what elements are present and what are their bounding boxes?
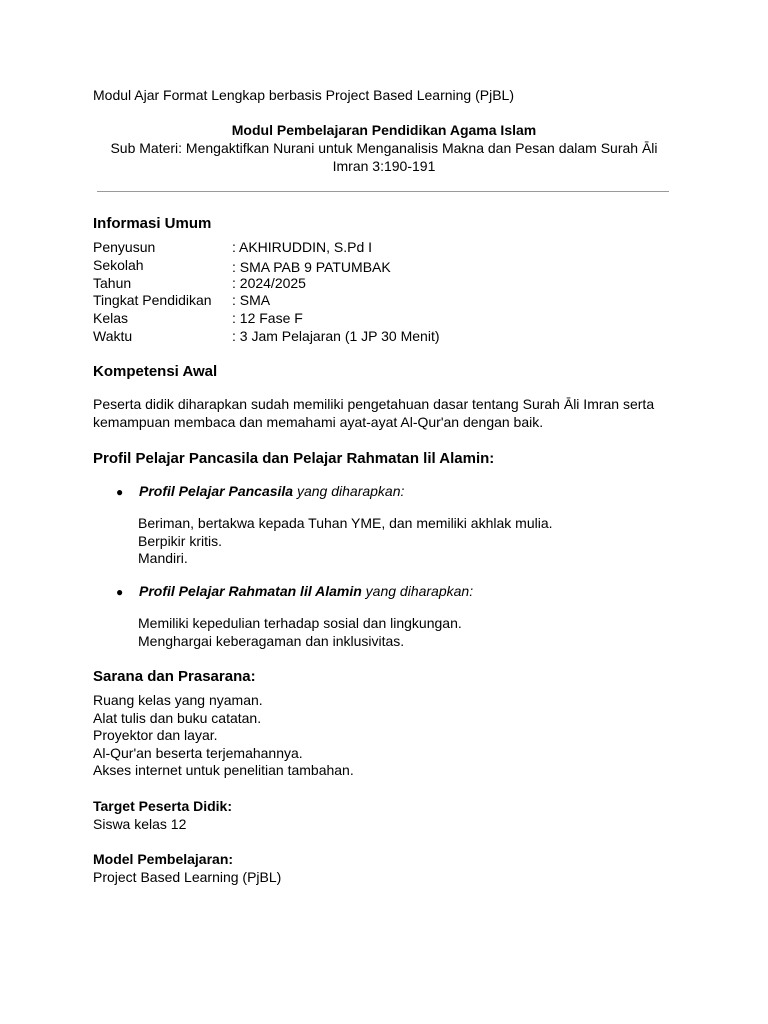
info-value: : SMA [232,292,271,308]
list-item: Mandiri. [138,550,188,566]
bullet-icon: ● [116,485,124,499]
list-item: Al-Qur'an beserta terjemahannya. [93,744,303,761]
bullet-icon: ● [116,585,124,599]
horizontal-divider [97,191,669,192]
profil-heading: Profil Pelajar Pancasila dan Pelajar Rahmatan lil Alamin: [93,450,495,467]
profil-pancasila-title-rest: yang diharapkan: [293,483,405,499]
list-item: Akses internet untuk penelitian tambahan. [93,762,354,778]
info-row [93,239,372,257]
info-value: : 2024/2025 [232,275,306,291]
list-item: Berpikir kritis. [138,532,223,549]
sarana-list [93,692,354,780]
info-label: Tingkat Pendidikan [93,292,212,308]
list-item: Alat tulis dan buku catatan. [93,709,262,726]
kompetensi-awal-text-line-2: kemampuan membaca dan memahami ayat-ayat Al-Qur'an dengan baik. [93,414,544,430]
informasi-umum-heading: Informasi Umum [93,215,212,232]
profil-rahmatan-title-rest: yang diharapkan: [361,583,474,599]
document-subtitle-line-2: Imran 3:190-191 [332,158,436,174]
target-value: Siswa kelas 12 [93,816,187,832]
list-item: Memiliki kepedulian terhadap sosial dan lingkungan. [138,615,462,631]
info-label: Sekolah [93,257,144,273]
list-item: Menghargai keberagaman dan inklusivitas. [138,632,405,649]
info-value: : SMA PAB 9 PATUMBAK [232,259,391,275]
profil-rahmatan-title [139,583,473,601]
info-value: : 3 Jam Pelajaran (1 JP 30 Menit) [232,328,440,344]
kompetensi-awal-text-line-1: Peserta didik diharapkan sudah memiliki pengetahuan dasar tentang Surah Āli Imran serta [93,396,655,412]
info-label: Penyusun [93,239,156,255]
profil-rahmatan-title-bold: Profil Pelajar Rahmatan lil Alamin [139,583,362,599]
info-row [93,310,303,328]
profil-rahmatan-list [138,615,462,650]
model-value: Project Based Learning (PjBL) [93,869,282,885]
kompetensi-awal-heading: Kompetensi Awal [93,363,218,380]
target-heading: Target Peserta Didik: [93,798,233,814]
header-line: Modul Ajar Format Lengkap berbasis Project Based Learning (PjBL) [93,87,514,103]
info-row [93,257,391,275]
list-item: Proyektor dan layar. [93,727,218,743]
info-row [93,292,270,310]
sarana-heading: Sarana dan Prasarana: [93,668,256,685]
info-value: : 12 Fase F [232,310,303,326]
info-label: Tahun [93,275,132,291]
profil-pancasila-title-bold: Profil Pelajar Pancasila [139,483,294,499]
info-row [93,275,306,293]
info-label: Waktu [93,328,133,344]
document-title: Modul Pembelajaran Pendidikan Agama Islam [231,122,537,138]
info-value: : AKHIRUDDIN, S.Pd I [232,239,373,255]
profil-pancasila-list [138,515,553,568]
document-subtitle-line-1: Sub Materi: Mengaktifkan Nurani untuk Menganalisis Makna dan Pesan dalam Surah Āli [110,140,658,156]
list-item: Beriman, bertakwa kepada Tuhan YME, dan memiliki akhlak mulia. [138,515,553,531]
profil-pancasila-title [139,483,404,501]
model-heading: Model Pembelajaran: [93,851,234,867]
info-row [93,328,440,346]
list-item: Ruang kelas yang nyaman. [93,692,263,708]
info-label: Kelas [93,310,129,326]
